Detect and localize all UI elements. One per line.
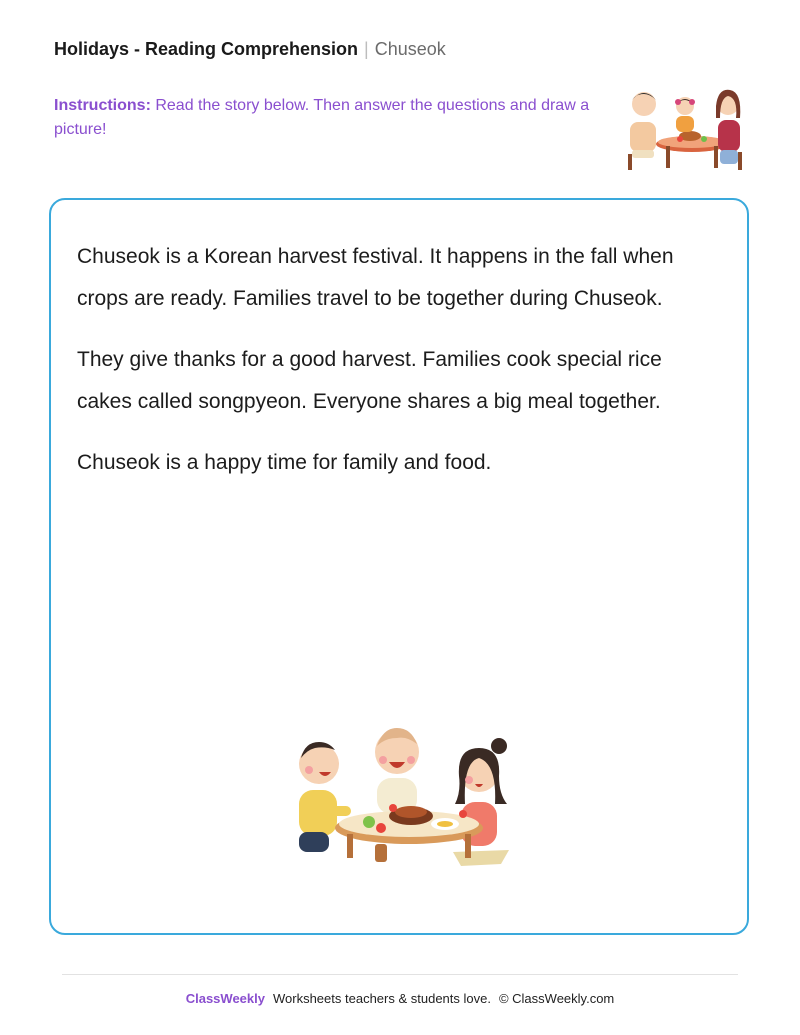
instructions bbox=[54, 94, 614, 142]
footer-brand: ClassWeekly bbox=[185, 991, 265, 1006]
story-paragraph-3: Chuseok is a happy time for family and food. bbox=[77, 451, 492, 474]
title-separator: | bbox=[364, 39, 369, 59]
family-dinner-illustration bbox=[622, 82, 746, 174]
worksheet-topic: Chuseok bbox=[374, 39, 446, 59]
story-text bbox=[77, 236, 717, 503]
worksheet-title: Holidays - Reading Comprehension bbox=[54, 39, 359, 59]
footer-copyright: © ClassWeekly.com bbox=[498, 991, 615, 1006]
story-box bbox=[49, 198, 749, 935]
story-paragraph-1: Chuseok is a Korean harvest festival. It happens in the fall when crops are ready. Families travel to be together during Chuseok. bbox=[77, 245, 674, 310]
footer-divider bbox=[62, 974, 738, 975]
footer bbox=[0, 991, 800, 1007]
story-paragraph-2: They give thanks for a good harvest. Families cook special rice cakes called songpyeon. Everyone shares a big meal together. bbox=[77, 348, 662, 413]
family-feast-illustration bbox=[285, 724, 525, 874]
instructions-text: Read the story below. Then answer the questions and draw a picture! bbox=[54, 97, 590, 138]
instructions-label: Instructions: bbox=[54, 97, 151, 114]
worksheet-header bbox=[54, 38, 446, 60]
footer-tagline: Worksheets teachers & students love. bbox=[272, 991, 491, 1006]
